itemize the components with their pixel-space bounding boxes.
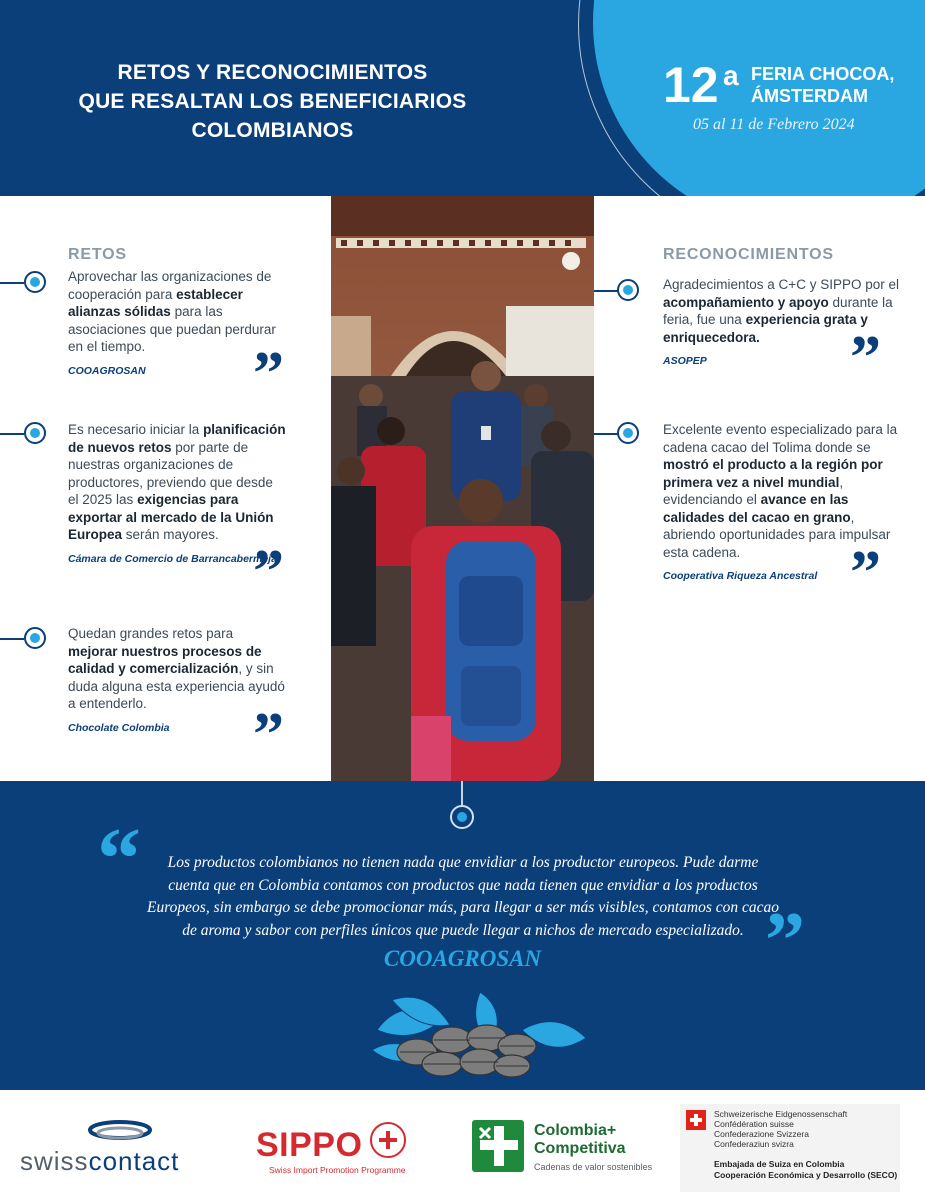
emphasized-text: acompañamiento y apoyo: [663, 294, 829, 310]
embassy-program: Cooperación Económica y Desarrollo (SECO): [714, 1170, 898, 1180]
body-text: Quedan grandes retos para: [68, 626, 234, 641]
sippo-name: SIPPO: [256, 1126, 363, 1164]
body-text: , evidenciando el: [663, 474, 844, 507]
reto-source: Cámara de Comercio de Barrancabermeja: [68, 552, 277, 565]
body-text: serán mayores.: [122, 527, 219, 542]
body-text: Excelente evento especializado para la cadena cacao del Tolima donde se: [663, 422, 898, 455]
swiss-confederation-logo: [680, 1104, 900, 1192]
reconocimiento-source: Cooperativa Riqueza Ancestral: [663, 570, 818, 582]
page-title-line: QUE RESALTAN LOS BENEFICIARIOS: [78, 90, 467, 113]
event-crowd-illustration: [331, 196, 594, 781]
body-text: Aprovechar las organizaciones de cooperación para: [68, 269, 272, 302]
reto-text: [68, 421, 286, 544]
body-text: , y sin duda alguna esta experiencia ayudó a entenderlo.: [68, 661, 285, 711]
body-text: Es necesario iniciar la: [68, 422, 204, 437]
swisscontact-logo: [20, 1118, 220, 1178]
quote-mark-icon: ”: [850, 539, 881, 607]
emphasized-text: experiencia grata y enriquecedora.: [663, 312, 868, 345]
quote-mark-icon: ”: [253, 538, 284, 606]
colombia-competitiva-line1: Colombia+: [534, 1122, 617, 1139]
swisscontact-swoosh-icon: [20, 1118, 220, 1148]
swisscontact-text-a: swiss: [20, 1146, 89, 1176]
swiss-flag-icon: [686, 1110, 706, 1130]
sippo-cross-icon: [368, 1120, 408, 1160]
body-text: por parte de nuestras organizaciones de productores, previendo que desde el 2025 las: [68, 439, 273, 507]
colombia-competitiva-line2: Competitiva: [534, 1140, 626, 1157]
quote-mark-icon: ”: [253, 340, 284, 408]
reconocimiento-source: ASOPEP: [663, 355, 707, 367]
connector-line: [0, 433, 24, 435]
body-text: durante la feria, fue una: [663, 294, 893, 327]
event-name: FERIA CHOCOA,: [751, 64, 895, 84]
quote-line: de aroma y sabor con perfiles únicos que puede llegar a nichos de mercado especializado.: [182, 921, 744, 939]
body-text: para las asociaciones que puedan perdurar en el tiempo.: [68, 304, 276, 354]
colombia-competitiva-subtitle: Cadenas de valor sostenibles: [534, 1162, 653, 1172]
featured-quote-source: COOAGROSAN: [383, 946, 542, 971]
swiss-name-it: Confederazione Svizzera: [714, 1129, 809, 1139]
swiss-name-rm: Confederaziun svizra: [714, 1139, 794, 1149]
emphasized-text: mostró el producto a la región por primera vez a nivel mundial: [663, 457, 883, 490]
featured-quote-text: [118, 852, 808, 942]
timeline-marker: [24, 271, 46, 293]
connector-line: [461, 781, 463, 807]
event-edition-number: 12: [663, 57, 719, 113]
quote-line: cuenta que en Colombia contamos con productos que nada tienen que envidiar a los productos: [168, 876, 758, 894]
sippo-subtitle: Swiss Import Promotion Programme: [269, 1165, 406, 1175]
emphasized-text: exigencias para exportar al mercado de la Unión Europea: [68, 492, 274, 542]
timeline-marker: [617, 279, 639, 301]
connector-line: [594, 433, 618, 435]
event-dates: 05 al 11 de Febrero 2024: [693, 116, 855, 133]
reconocimientos-heading: RECONOCIMIENTOS: [663, 246, 834, 263]
embassy-name: Embajada de Suiza en Colombia: [714, 1159, 845, 1169]
swiss-name-fr: Confédération suisse: [714, 1119, 794, 1129]
sponsor-footer: [0, 1090, 925, 1200]
timeline-marker: [450, 805, 474, 829]
emphasized-text: mejorar nuestros procesos de calidad y comercialización: [68, 643, 262, 676]
quote-line: Los productos colombianos no tienen nada que envidiar a los productor europeos. Pude darme: [167, 854, 759, 871]
connector-line: [594, 290, 618, 292]
page-title-line: RETOS Y RECONOCIMIENTOS: [117, 61, 428, 84]
timeline-marker: [617, 422, 639, 444]
open-quote-icon: “: [97, 811, 141, 908]
body-text: , abriendo oportunidades para impulsar esta cadena.: [663, 509, 891, 560]
connector-line: [0, 282, 24, 284]
colombia-competitiva-icon: [472, 1120, 524, 1172]
event-city: ÁMSTERDAM: [751, 86, 868, 106]
connector-line: [0, 638, 24, 640]
reto-source: Chocolate Colombia: [68, 721, 170, 734]
body-text: Agradecimientos a C+C y SIPPO por el: [663, 277, 899, 292]
swisscontact-text-b: contact: [88, 1146, 180, 1176]
page-title-line: COLOMBIANOS: [191, 119, 354, 142]
cocoa-beans-illustration: [372, 990, 588, 1082]
colombia-competitiva-logo: [472, 1120, 652, 1180]
swiss-name-de: Schweizerische Eidgenossenschaft: [714, 1109, 848, 1119]
header-banner: [0, 0, 925, 196]
close-quote-icon: ”: [765, 897, 805, 985]
quote-line: Europeos, sin embargo se debe promocionar más, para llegar a ser más visibles, contamos con cacao: [147, 899, 779, 916]
reto-source: COOAGROSAN: [68, 364, 146, 377]
reto-text: [68, 625, 286, 713]
emphasized-text: avance en las calidades del cacao en grano: [663, 492, 851, 525]
event-edition-suffix: a: [723, 60, 739, 91]
quote-mark-icon: ”: [253, 701, 284, 769]
quote-mark-icon: ”: [850, 324, 881, 392]
retos-heading: RETOS: [68, 246, 127, 263]
sippo-logo: [256, 1120, 416, 1180]
emphasized-text: planificación de nuevos retos: [68, 422, 286, 455]
emphasized-text: establecer alianzas sólidas: [68, 286, 243, 319]
timeline-marker: [24, 422, 46, 444]
page-title: [40, 58, 505, 145]
timeline-marker: [24, 627, 46, 649]
event-photo: [331, 196, 594, 781]
